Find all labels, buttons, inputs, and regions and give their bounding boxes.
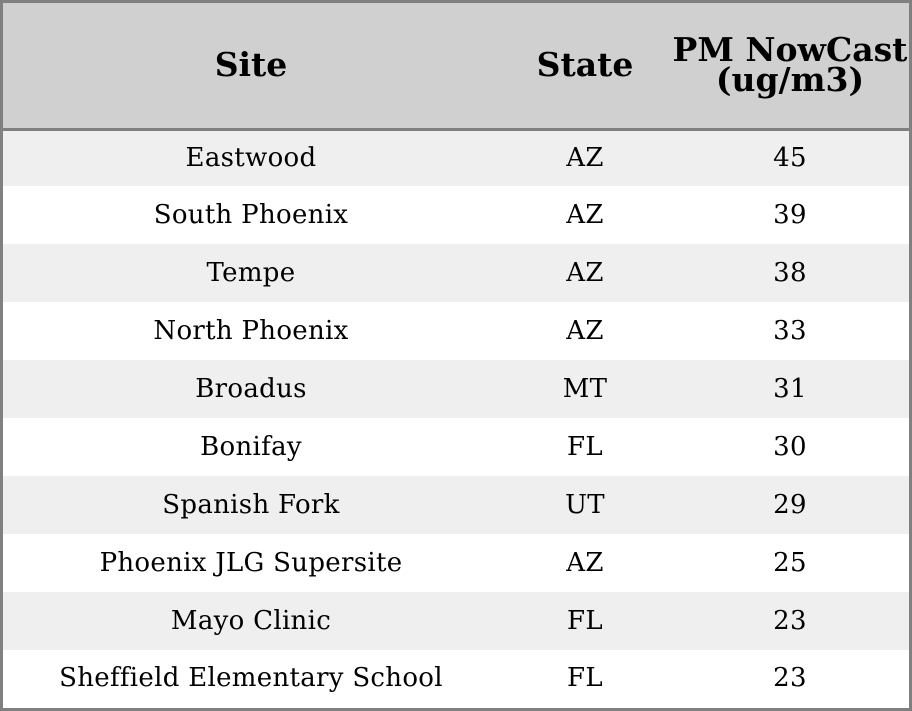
table-row xyxy=(3,302,909,360)
cell-state: FL xyxy=(567,606,603,636)
cell-pm-nowcast: 33 xyxy=(773,316,807,346)
cell-site: Mayo Clinic xyxy=(170,606,332,636)
header-row xyxy=(3,3,909,129)
table-row xyxy=(3,476,909,534)
cell-state: AZ xyxy=(566,258,604,288)
cell-pm-nowcast: 30 xyxy=(773,432,807,462)
table-row xyxy=(3,244,909,302)
cell-pm-nowcast: 38 xyxy=(773,258,807,288)
table-row xyxy=(3,418,909,476)
cell-pm-nowcast: 29 xyxy=(773,490,807,520)
table-row xyxy=(3,650,909,706)
column-header-state: State xyxy=(499,3,671,129)
cell-site: Eastwood xyxy=(185,143,317,174)
table-body xyxy=(3,129,909,706)
cell-pm-nowcast: 23 xyxy=(773,663,807,693)
cell-site: Phoenix JLG Supersite xyxy=(99,548,403,578)
cell-site: North Phoenix xyxy=(153,316,349,346)
cell-state: AZ xyxy=(566,200,604,230)
cell-state: FL xyxy=(567,432,603,462)
cell-pm-nowcast: 23 xyxy=(773,606,807,636)
cell-state: MT xyxy=(562,374,608,404)
cell-site: Broadus xyxy=(195,374,307,404)
cell-state: AZ xyxy=(566,143,604,174)
cell-site: Spanish Fork xyxy=(162,490,340,520)
cell-pm-nowcast: 25 xyxy=(773,548,807,578)
cell-pm-nowcast: 39 xyxy=(773,200,807,230)
cell-site: Tempe xyxy=(206,258,296,288)
table-row xyxy=(3,534,909,592)
cell-state: AZ xyxy=(566,548,604,578)
cell-state: UT xyxy=(565,490,605,520)
cell-state: AZ xyxy=(566,316,604,346)
table-row xyxy=(3,129,909,186)
column-header-pm-nowcast: PM NowCast (ug/m3) xyxy=(671,3,909,129)
cell-site: South Phoenix xyxy=(153,200,349,230)
table-header xyxy=(3,3,909,129)
column-header-site: Site xyxy=(3,3,499,129)
cell-pm-nowcast: 45 xyxy=(773,143,807,174)
cell-site: Bonifay xyxy=(200,432,302,462)
pm-nowcast-table xyxy=(3,3,909,706)
cell-state: FL xyxy=(567,663,603,693)
table-row xyxy=(3,360,909,418)
cell-site: Sheffield Elementary School xyxy=(59,663,443,693)
table-row xyxy=(3,186,909,244)
table-row xyxy=(3,592,909,650)
cell-pm-nowcast: 31 xyxy=(773,374,807,404)
